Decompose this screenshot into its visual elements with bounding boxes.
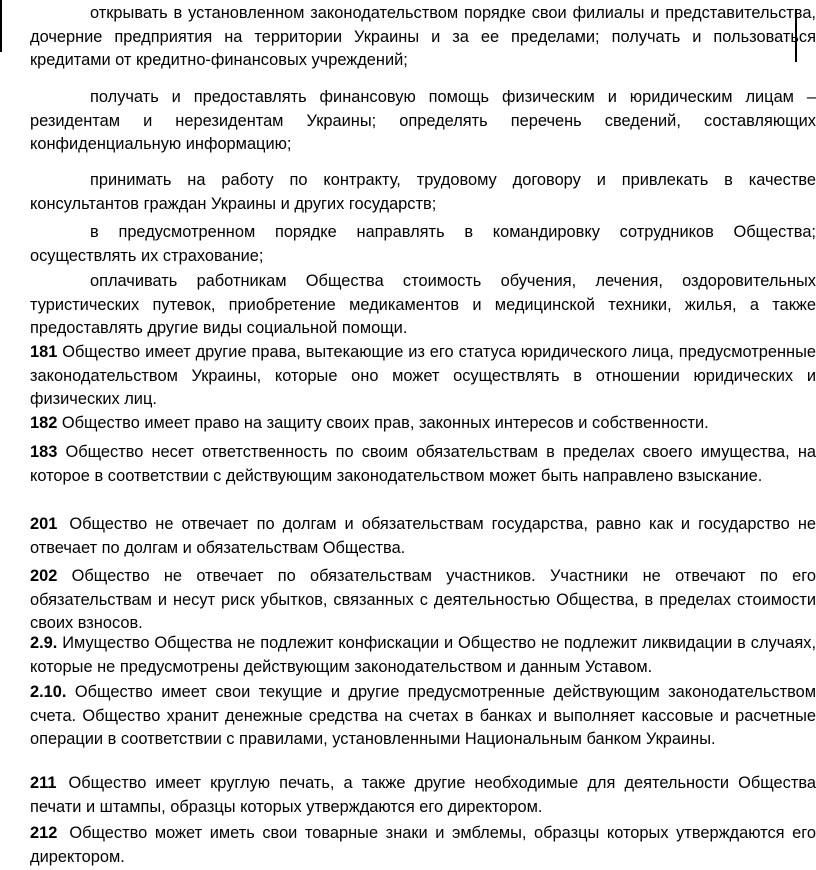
paragraph-text: оплачивать работникам Общества стоимость обучения, лечения, оздоровительных туристических путевок, приобретение медикаментов и медицинской техники, жилья, а также предоставлять другие виды социальной помощи. (30, 272, 816, 338)
clause-text: Имущество Общества не подлежит конфискации и Общество не подлежит ликвидации в случаях, которые не предусмотрены действующим законодательством и данным Уставом. (30, 634, 816, 676)
clause-182 (30, 412, 816, 436)
clause-number: 181 (30, 343, 58, 361)
clause-text: Общество не отвечает по обязательствам участников. Участники не отвечают по его обязательствам и несут риск убытков, связанных с деятельностью Общества, в пределах стоимости своих взносов. (30, 567, 816, 633)
paragraph-hiring (30, 169, 816, 216)
clause-number: 201 (30, 515, 58, 533)
clause-number: 2.10. (30, 683, 67, 701)
clause-number: 2.9. (30, 634, 58, 652)
paragraph-text: открывать в установленном законодательством порядке свои филиалы и представительства, дочерние предприятия на территории Украины и за ее пределами; получать и пользоваться кредитами от кредитно-финансовых учреждений; (30, 4, 816, 70)
paragraph-social-aid (30, 270, 816, 341)
left-edge-mark (0, 0, 2, 52)
clause-202 (30, 565, 816, 636)
clause-number: 202 (30, 567, 58, 585)
paragraph-branches (30, 2, 816, 73)
clause-text: Общество может иметь свои товарные знаки и эмблемы, образцы которых утверждаются его директором. (30, 824, 816, 866)
clause-number: 212 (30, 824, 58, 842)
clause-183 (30, 441, 816, 488)
clause-212 (30, 822, 816, 869)
clause-text: Общество имеет свои текущие и другие предусмотренные действующим законодательством счета. Общество хранит денежные средства на счетах в банках и выполняет кассовые и расчетные операции в соответствии с правилами, установленными Национальным банком Украины. (30, 683, 816, 749)
clause-number: 182 (30, 414, 58, 432)
paragraph-text: получать и предоставлять финансовую помощь физическим и юридическим лицам – резидентам и нерезидентам Украины; определять перечень сведений, составляющих конфиденциальную информацию; (30, 88, 816, 154)
paragraph-text: в предусмотренном порядке направлять в командировку сотрудников Общества; осуществлять их страхование; (30, 223, 816, 265)
paragraph-business-trips (30, 221, 816, 268)
clause-text: Общество имеет другие права, вытекающие из его статуса юридического лица, предусмотренные законодательством Украины, которые оно может осуществлять в отношении юридических и физических лиц. (30, 343, 816, 409)
clause-181 (30, 341, 816, 412)
paragraph-text: принимать на работу по контракту, трудовому договору и привлекать в качестве консультантов граждан Украины и других государств; (30, 171, 816, 213)
clause-number: 211 (30, 774, 57, 792)
clause-2-9 (30, 632, 816, 679)
clause-211 (30, 772, 816, 819)
clause-2-10 (30, 681, 816, 752)
clause-201 (30, 513, 816, 560)
clause-text: Общество не отвечает по долгам и обязательствам государства, равно как и государство не отвечает по долгам и обязательствам Общества. (30, 515, 816, 557)
clause-text: Общество несет ответственность по своим обязательствам в пределах своего имущества, на которое в соответствии с действующим законодательством может быть направлено взыскание. (30, 443, 816, 485)
clause-text: Общество имеет право на защиту своих прав, законных интересов и собственности. (61, 414, 709, 432)
clause-number: 183 (30, 443, 58, 461)
paragraph-financial-aid (30, 86, 816, 157)
clause-text: Общество имеет круглую печать, а также другие необходимые для деятельности Общества печати и штампы, образцы которых утверждаются его директором. (30, 774, 816, 816)
